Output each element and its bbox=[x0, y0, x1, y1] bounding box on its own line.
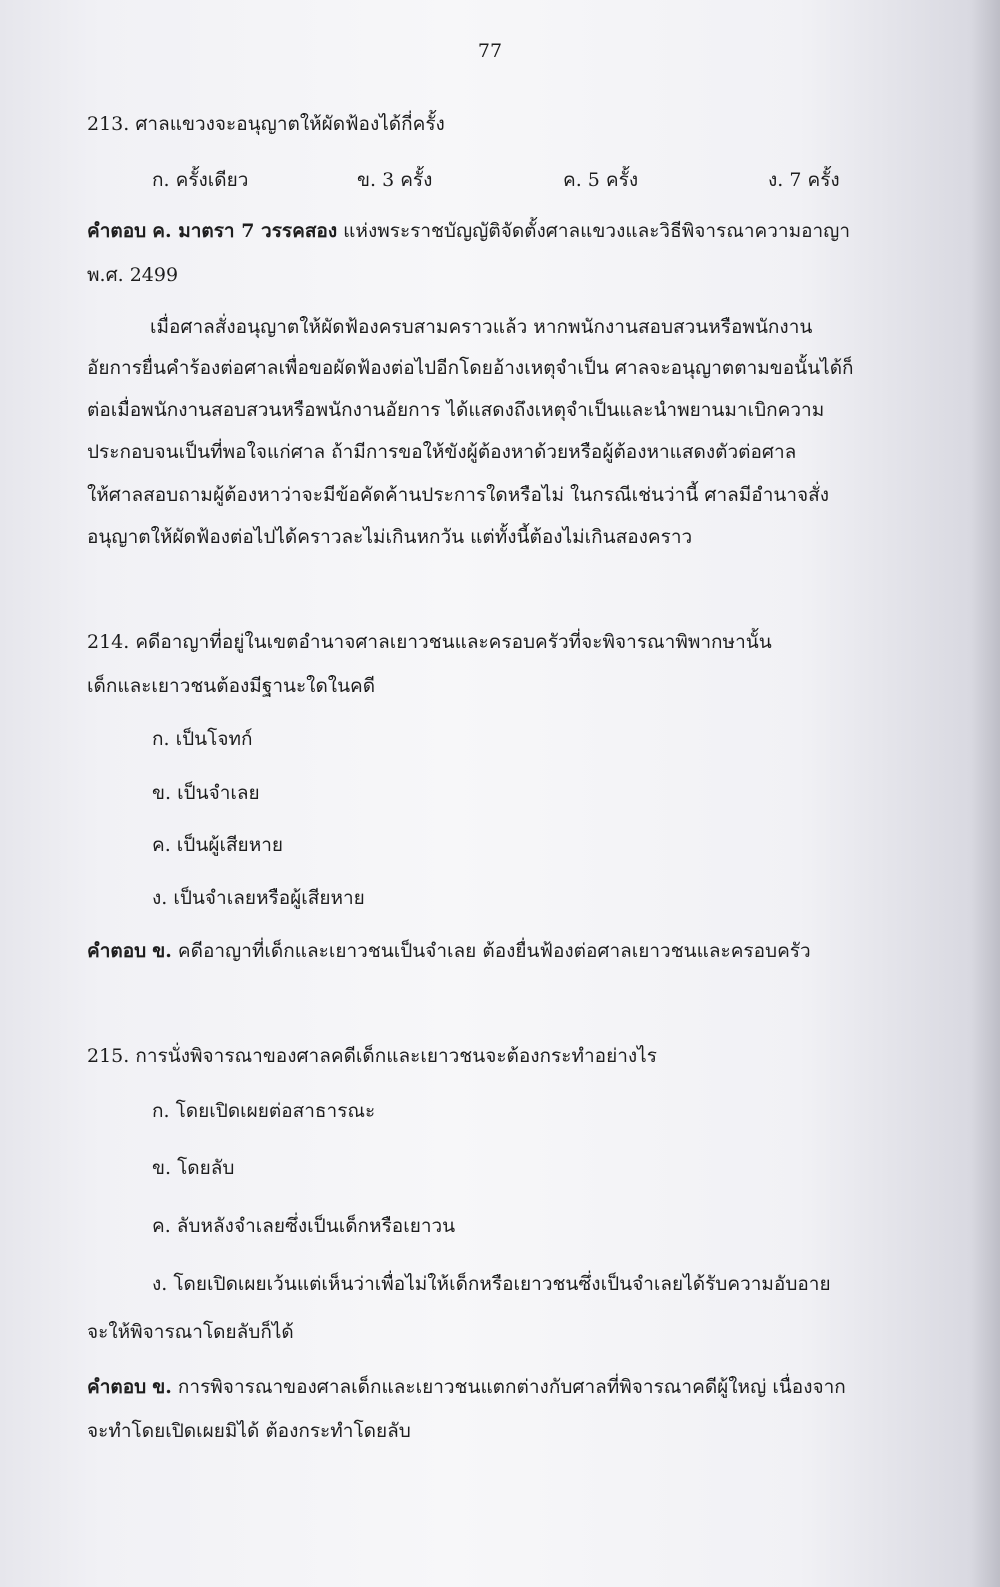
answer-key: ข. bbox=[152, 1376, 172, 1398]
answer-text: การพิจารณาของศาลเด็กและเยาวชนแตกต่างกับศาลที่พิจารณาคดีผู้ใหญ่ เนื่องจาก bbox=[177, 1376, 846, 1398]
q214-answer bbox=[87, 937, 811, 965]
q214-option-a: ก. เป็นโจทก์ bbox=[152, 728, 253, 750]
question-213: 213. ศาลแขวงจะอนุญาตให้ผัดฟ้องได้กี่ครั้ง bbox=[87, 113, 445, 135]
q213-explanation-line: ประกอบจนเป็นที่พอใจแก่ศาล ถ้ามีการขอให้ขังผู้ต้องหาด้วยหรือผู้ต้องหาแสดงตัวต่อศาล bbox=[87, 441, 797, 463]
q213-explanation-line: ต่อเมื่อพนักงานสอบสวนหรือพนักงานอัยการ ได้แสดงถึงเหตุจำเป็นและนำพยานมาเบิกความ bbox=[87, 399, 825, 421]
answer-label: คำตอบ bbox=[87, 940, 147, 962]
answer-label: คำตอบ bbox=[87, 220, 147, 242]
q215-option-d: ง. โดยเปิดเผยเว้นแต่เห็นว่าเพื่อไม่ให้เด็กหรือเยาวชนซึ่งเป็นจำเลยได้รับความอับอาย bbox=[152, 1273, 831, 1295]
q213-answer-cont: พ.ศ. 2499 bbox=[87, 264, 179, 286]
page-number: 77 bbox=[477, 40, 503, 62]
q213-explanation-line: ให้ศาลสอบถามผู้ต้องหาว่าจะมีข้อคัดค้านประการใดหรือไม่ ในกรณีเช่นว่านี้ ศาลมีอำนาจสั่ง bbox=[87, 484, 830, 506]
q214-option-b: ข. เป็นจำเลย bbox=[152, 782, 260, 804]
q215-option-a: ก. โดยเปิดเผยต่อสาธารณะ bbox=[152, 1100, 376, 1122]
q213-option-b: ข. 3 ครั้ง bbox=[357, 169, 433, 191]
q213-explanation-line: อนุญาตให้ผัดฟ้องต่อไปได้คราวละไม่เกินหกวัน แต่ทั้งนี้ต้องไม่เกินสองคราว bbox=[87, 526, 693, 548]
q215-option-c: ค. ลับหลังจำเลยซึ่งเป็นเด็กหรือเยาวน bbox=[152, 1215, 456, 1237]
question-215: 215. การนั่งพิจารณาของศาลคดีเด็กและเยาวชนจะต้องกระทำอย่างไร bbox=[87, 1045, 657, 1067]
question-214: 214. คดีอาญาที่อยู่ในเขตอำนาจศาลเยาวชนและครอบครัวที่จะพิจารณาพิพากษานั้น bbox=[87, 631, 772, 653]
q213-option-a: ก. ครั้งเดียว bbox=[152, 169, 249, 191]
answer-label: คำตอบ bbox=[87, 1376, 147, 1398]
answer-key: ค. มาตรา 7 วรรคสอง bbox=[152, 220, 338, 242]
answer-text: คดีอาญาที่เด็กและเยาวชนเป็นจำเลย ต้องยื่นฟ้องต่อศาลเยาวชนและครอบครัว bbox=[177, 940, 811, 962]
q213-option-d: ง. 7 ครั้ง bbox=[768, 169, 840, 191]
q213-option-c: ค. 5 ครั้ง bbox=[563, 169, 639, 191]
question-214-cont: เด็กและเยาวชนต้องมีฐานะใดในคดี bbox=[87, 675, 376, 697]
q215-answer bbox=[87, 1373, 846, 1401]
q213-answer bbox=[87, 217, 850, 245]
q215-option-d-cont: จะให้พิจารณาโดยลับก็ได้ bbox=[87, 1321, 294, 1343]
q215-option-b: ข. โดยลับ bbox=[152, 1157, 235, 1179]
q214-option-d: ง. เป็นจำเลยหรือผู้เสียหาย bbox=[152, 887, 365, 909]
q214-option-c: ค. เป็นผู้เสียหาย bbox=[152, 834, 284, 856]
answer-text: แห่งพระราชบัญญัติจัดตั้งศาลแขวงและวิธีพิจารณาความอาญา bbox=[343, 220, 851, 242]
q213-explanation-line: เมื่อศาลสั่งอนุญาตให้ผัดฟ้องครบสามคราวแล้ว หากพนักงานสอบสวนหรือพนักงาน bbox=[150, 316, 813, 338]
q215-answer-cont: จะทำโดยเปิดเผยมิได้ ต้องกระทำโดยลับ bbox=[87, 1420, 411, 1442]
answer-key: ข. bbox=[152, 940, 172, 962]
q213-explanation-line: อัยการยื่นคำร้องต่อศาลเพื่อขอผัดฟ้องต่อไปอีกโดยอ้างเหตุจำเป็น ศาลจะอนุญาตตามขอนั้นได้ก็ bbox=[87, 357, 854, 379]
